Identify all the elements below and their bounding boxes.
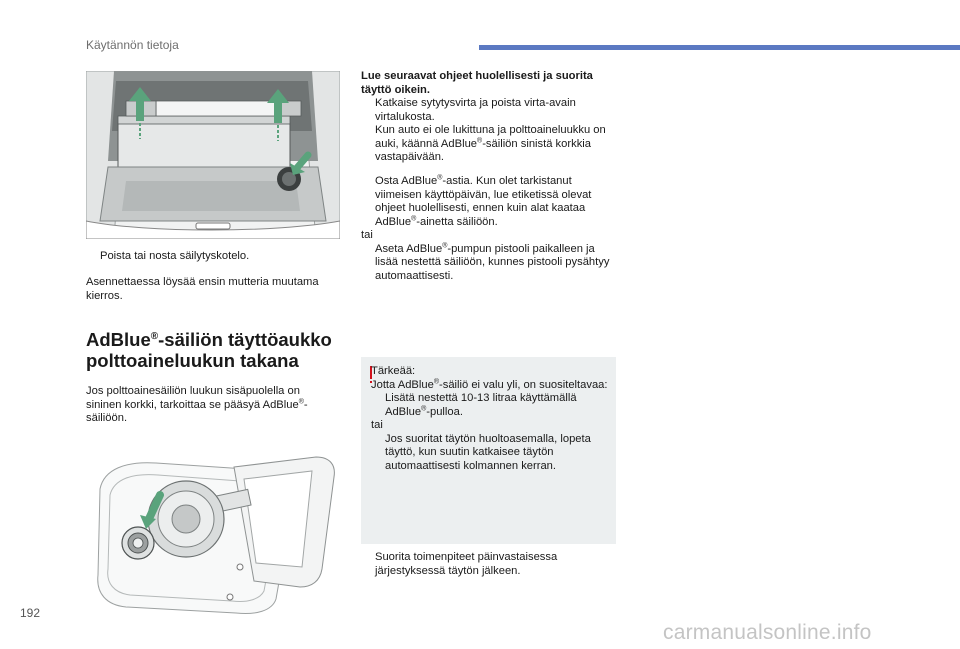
trunk-storage-drawing [86, 71, 340, 239]
bullet-checkbox-icon [361, 124, 375, 165]
bullet-checkbox-icon [371, 433, 385, 474]
remove-box-instruction: Poista tai nosta säilytyskotelo. [86, 250, 346, 264]
instruction-step: Kun auto ei ole lukittuna ja polttoaineluukku on auki, käännä AdBlue®-säiliön sinistä korkkia vastapäivään. [361, 124, 619, 165]
trunk-storage-illustration [86, 71, 340, 239]
instruction-list [361, 97, 619, 165]
instruction-step: Katkaise sytytysvirta ja poista virta-avain virtalukosta. [361, 97, 619, 124]
fuel-flap-drawing [86, 449, 340, 619]
instruction-step: Osta AdBlue®-astia. Kun olet tarkistanut viimeisen käyttöpäivän, lue etiketissä olevat ohjeet huolellisesti, ennen kuin alat kaataa AdBlue®-ainetta säiliöön. [361, 175, 619, 229]
bullet-checkbox-icon [86, 250, 100, 264]
instruction-list-2 [361, 175, 619, 283]
warning-step: Lisätä nestettä 10-13 litraa käyttämällä AdBlue®-pulloa. [371, 392, 611, 419]
section-heading: AdBlue®-säiliön täyttöaukko polttoaineluukun takana [86, 329, 332, 371]
bullet-checkbox-icon [361, 551, 375, 578]
fuel-flap-illustration [86, 449, 340, 619]
header-accent-bar [479, 45, 960, 50]
bullet-checkbox-icon [371, 392, 385, 419]
loosen-note: Asennettaessa löysää ensin mutteria muutama kierros. [86, 276, 319, 302]
header-title: Käytännön tietoja [86, 38, 179, 52]
or-separator: tai [371, 419, 383, 431]
warning-title: Tärkeää: [371, 365, 416, 377]
bullet-checkbox-icon [361, 97, 375, 124]
section-intro: Jos polttoainesäiliön luukun sisäpuolella on sininen korkki, tarkoittaa se pääsyä AdBlue®-säiliöön. [86, 385, 308, 424]
page-number: 192 [20, 606, 41, 620]
watermark: carmanualsonline.info [663, 621, 872, 644]
or-separator: tai [361, 229, 373, 241]
bullet-checkbox-icon [361, 243, 375, 284]
lead-instruction: Lue seuraavat ohjeet huolellisesti ja suorita täyttö oikein. [361, 70, 593, 96]
bullet-checkbox-icon [361, 175, 375, 229]
final-instruction: Suorita toimenpiteet päinvastaisessa järjestyksessä täytön jälkeen. [361, 551, 619, 578]
warning-box [361, 357, 616, 544]
warning-intro: Jotta AdBlue®-säiliö ei valu yli, on suositeltavaa: [371, 377, 608, 391]
warning-step: Jos suoritat täytön huoltoasemalla, lopeta täyttö, kun suutin katkaisee täytön automaattisesti kolmannen kerran. [371, 433, 611, 474]
instruction-step: Aseta AdBlue®-pumpun pistooli paikalleen ja lisää nestettä säiliöön, kunnes pistooli pysähtyy automaattisesti. [361, 243, 619, 284]
